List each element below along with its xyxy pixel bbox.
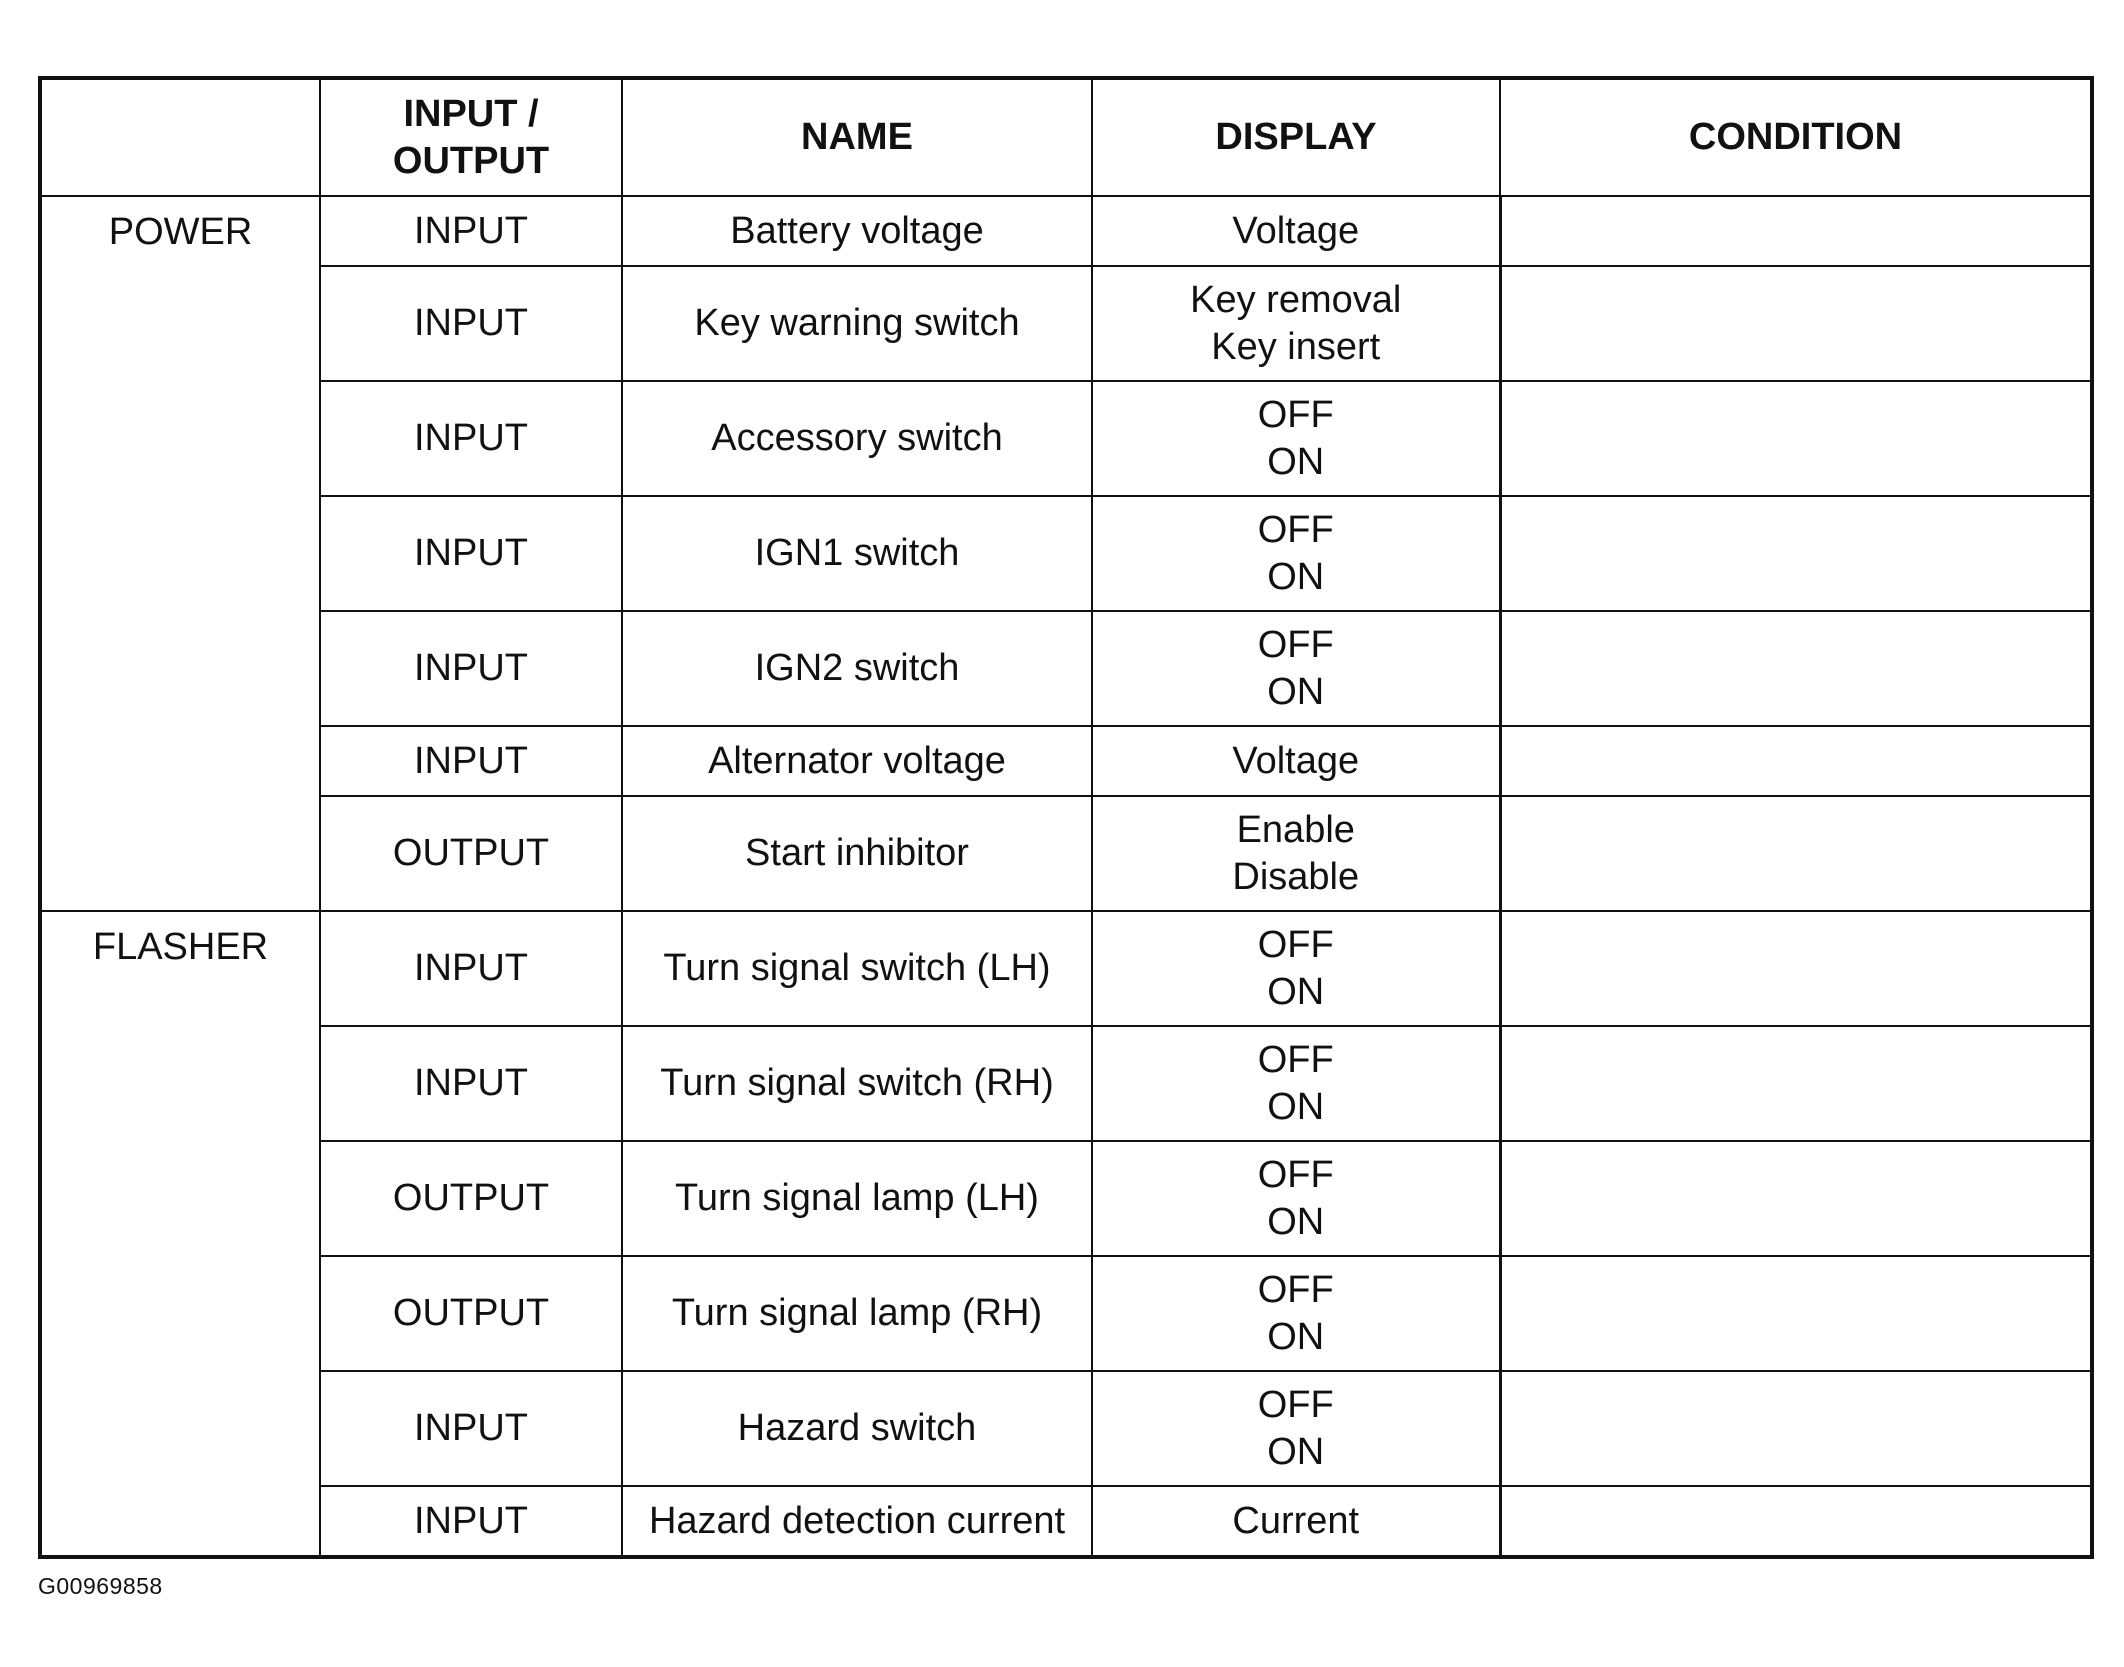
display-value: ON bbox=[1267, 1200, 1325, 1243]
name-cell: Alternator voltage bbox=[622, 726, 1092, 796]
header-input-output bbox=[320, 78, 622, 196]
display-cell bbox=[1092, 1256, 1500, 1371]
table-row bbox=[40, 266, 2092, 381]
io-cell: INPUT bbox=[320, 726, 622, 796]
table-row bbox=[40, 1486, 2092, 1557]
table-row bbox=[40, 496, 2092, 611]
header-row bbox=[40, 78, 2092, 196]
header-name: NAME bbox=[622, 78, 1092, 196]
display-value: OFF bbox=[1257, 923, 1334, 966]
io-cell: INPUT bbox=[320, 381, 622, 496]
figure-id: G00969858 bbox=[38, 1573, 163, 1599]
condition-cell bbox=[1500, 1026, 2092, 1141]
display-value: OFF bbox=[1257, 393, 1334, 436]
display-cell bbox=[1092, 266, 1500, 381]
display-cell bbox=[1092, 911, 1500, 1026]
display-value: OFF bbox=[1257, 623, 1334, 666]
table-row bbox=[40, 196, 2092, 266]
name-cell: Hazard detection current bbox=[622, 1486, 1092, 1557]
header-input-output-line: INPUT / bbox=[403, 92, 539, 135]
condition-cell bbox=[1500, 796, 2092, 911]
display-cell bbox=[1092, 796, 1500, 911]
group-label: POWER bbox=[40, 196, 320, 911]
display-value: Key insert bbox=[1211, 325, 1381, 368]
table-row bbox=[40, 1141, 2092, 1256]
condition-cell bbox=[1500, 726, 2092, 796]
display-value: ON bbox=[1267, 1430, 1325, 1473]
table-row bbox=[40, 796, 2092, 911]
display-cell bbox=[1092, 1141, 1500, 1256]
io-cell: INPUT bbox=[320, 496, 622, 611]
table-row bbox=[40, 381, 2092, 496]
table-row bbox=[40, 1026, 2092, 1141]
io-cell: INPUT bbox=[320, 611, 622, 726]
condition-cell bbox=[1500, 381, 2092, 496]
header-group bbox=[40, 78, 320, 196]
display-cell bbox=[1092, 381, 1500, 496]
display-value: OFF bbox=[1257, 1268, 1334, 1311]
io-cell: INPUT bbox=[320, 1486, 622, 1557]
display-cell bbox=[1092, 726, 1500, 796]
io-cell: INPUT bbox=[320, 1026, 622, 1141]
name-cell: Turn signal lamp (LH) bbox=[622, 1141, 1092, 1256]
name-cell: Hazard switch bbox=[622, 1371, 1092, 1486]
name-cell: Start inhibitor bbox=[622, 796, 1092, 911]
display-value: ON bbox=[1267, 1315, 1325, 1358]
table-row bbox=[40, 726, 2092, 796]
display-value: ON bbox=[1267, 555, 1325, 598]
table-row bbox=[40, 1256, 2092, 1371]
condition-cell bbox=[1500, 266, 2092, 381]
display-value: OFF bbox=[1257, 1038, 1334, 1081]
display-value: Current bbox=[1232, 1499, 1360, 1542]
display-value: ON bbox=[1267, 970, 1325, 1013]
condition-cell bbox=[1500, 1486, 2092, 1557]
name-cell: Turn signal lamp (RH) bbox=[622, 1256, 1092, 1371]
table-row bbox=[40, 911, 2092, 1026]
display-value: OFF bbox=[1257, 1153, 1334, 1196]
header-condition: CONDITION bbox=[1500, 78, 2092, 196]
io-cell: INPUT bbox=[320, 1371, 622, 1486]
io-cell: INPUT bbox=[320, 196, 622, 266]
table-row bbox=[40, 1371, 2092, 1486]
display-value: ON bbox=[1267, 670, 1325, 713]
name-cell: Battery voltage bbox=[622, 196, 1092, 266]
condition-cell bbox=[1500, 1141, 2092, 1256]
name-cell: Turn signal switch (RH) bbox=[622, 1026, 1092, 1141]
table-body bbox=[40, 196, 2092, 1557]
name-cell: Key warning switch bbox=[622, 266, 1092, 381]
io-cell: OUTPUT bbox=[320, 1141, 622, 1256]
condition-cell bbox=[1500, 1371, 2092, 1486]
condition-cell bbox=[1500, 196, 2092, 266]
name-cell: IGN2 switch bbox=[622, 611, 1092, 726]
condition-cell bbox=[1500, 611, 2092, 726]
display-value: OFF bbox=[1257, 1383, 1334, 1426]
display-value: OFF bbox=[1257, 508, 1334, 551]
display-cell bbox=[1092, 496, 1500, 611]
table-row bbox=[40, 611, 2092, 726]
condition-cell bbox=[1500, 496, 2092, 611]
group-label: FLASHER bbox=[40, 911, 320, 1557]
display-value: Voltage bbox=[1232, 209, 1360, 252]
display-value: Voltage bbox=[1232, 739, 1360, 782]
display-value: Key removal bbox=[1190, 278, 1402, 321]
display-cell bbox=[1092, 196, 1500, 266]
name-cell: Accessory switch bbox=[622, 381, 1092, 496]
header-display: DISPLAY bbox=[1092, 78, 1500, 196]
display-value: ON bbox=[1267, 440, 1325, 483]
name-cell: IGN1 switch bbox=[622, 496, 1092, 611]
io-cell: OUTPUT bbox=[320, 1256, 622, 1371]
data-table bbox=[38, 76, 2094, 1559]
display-cell bbox=[1092, 1026, 1500, 1141]
io-cell: OUTPUT bbox=[320, 796, 622, 911]
name-cell: Turn signal switch (LH) bbox=[622, 911, 1092, 1026]
display-value: Disable bbox=[1232, 855, 1360, 898]
display-cell bbox=[1092, 611, 1500, 726]
header-input-output-line: OUTPUT bbox=[392, 139, 550, 182]
io-cell: INPUT bbox=[320, 266, 622, 381]
display-cell bbox=[1092, 1371, 1500, 1486]
condition-cell bbox=[1500, 1256, 2092, 1371]
condition-cell bbox=[1500, 911, 2092, 1026]
display-value: ON bbox=[1267, 1085, 1325, 1128]
display-value: Enable bbox=[1236, 808, 1355, 851]
io-cell: INPUT bbox=[320, 911, 622, 1026]
display-cell bbox=[1092, 1486, 1500, 1557]
